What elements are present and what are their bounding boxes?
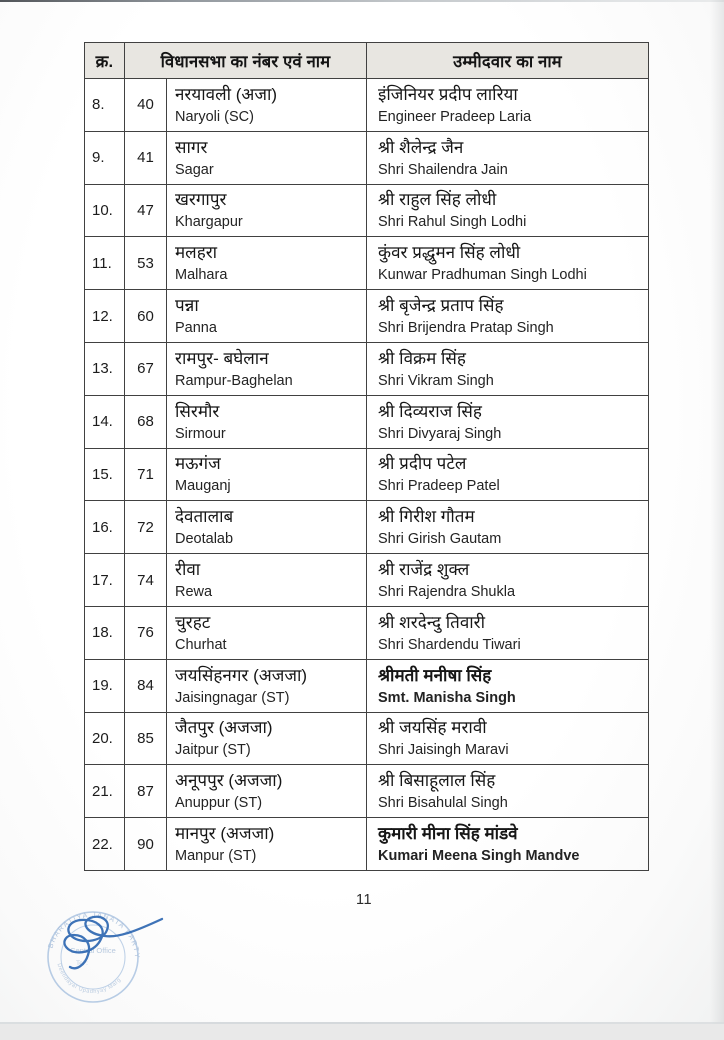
assembly-name-cell	[167, 395, 367, 448]
assembly-name-cell	[167, 237, 367, 290]
table-row	[85, 237, 649, 290]
table-row	[85, 79, 649, 132]
assembly-name-hindi: देवतालाब	[175, 507, 234, 527]
assembly-name-hindi: मऊगंज	[175, 454, 221, 474]
assembly-name-english: Khargapur	[175, 214, 243, 231]
assembly-name-cell	[167, 712, 367, 765]
assembly-name-english: Manpur (ST)	[175, 848, 257, 865]
assembly-name-cell	[167, 818, 367, 871]
table-row	[85, 501, 649, 554]
page-number: 11	[356, 892, 373, 908]
assembly-name-hindi: मानपुर (अजजा)	[175, 824, 275, 844]
assembly-name-cell	[167, 184, 367, 237]
candidate-name-hindi: इंजिनियर प्रदीप लारिया	[378, 84, 518, 104]
serial-cell: 15.	[85, 448, 125, 501]
candidate-name-english: Engineer Pradeep Laria	[378, 108, 532, 125]
assembly-name-cell	[167, 79, 367, 132]
candidate-name-english: Shri Rahul Singh Lodhi	[378, 214, 527, 231]
assembly-name-hindi: सिरमौर	[175, 401, 220, 421]
stamp-ring-bottom-text: Deendayal Upadhyay Marg	[55, 962, 123, 996]
assembly-number-cell: 74	[125, 554, 167, 607]
assembly-name-english: Deotalab	[175, 531, 234, 548]
assembly-name-hindi: सागर	[175, 137, 208, 157]
assembly-name-cell	[167, 554, 367, 607]
assembly-name-english: Rewa	[175, 584, 213, 601]
candidate-name-hindi: श्री बृजेन्द्र प्रताप सिंह	[378, 296, 504, 316]
assembly-number-cell: 53	[125, 237, 167, 290]
assembly-name-cell	[167, 131, 367, 184]
table-row	[85, 131, 649, 184]
assembly-name-english: Rampur-Baghelan	[175, 372, 293, 389]
candidate-name-cell	[367, 818, 649, 871]
assembly-number-cell: 85	[125, 712, 167, 765]
candidate-name-hindi: श्री प्रदीप पटेल	[378, 454, 467, 474]
serial-cell: 9.	[85, 131, 125, 184]
assembly-name-english: Jaitpur (ST)	[175, 742, 251, 759]
candidate-name-cell	[367, 290, 649, 343]
assembly-number-cell: 87	[125, 765, 167, 818]
candidate-name-hindi: श्री दिव्यराज सिंह	[378, 401, 482, 421]
candidate-name-english: Shri Pradeep Patel	[378, 478, 500, 495]
assembly-name-cell	[167, 448, 367, 501]
assembly-number-cell: 60	[125, 290, 167, 343]
stamp-office-text: Central Office	[70, 946, 116, 955]
header-serial: क्र.	[85, 43, 125, 79]
assembly-name-english: Naryoli (SC)	[175, 108, 254, 125]
assembly-name-cell	[167, 290, 367, 343]
assembly-name-hindi: नरयावली (अजा)	[175, 84, 278, 104]
table-row	[85, 290, 649, 343]
serial-cell: 10.	[85, 184, 125, 237]
assembly-name-english: Sagar	[175, 161, 214, 178]
assembly-name-english: Jaisingnagar (ST)	[175, 689, 290, 706]
assembly-number-cell: 67	[125, 342, 167, 395]
assembly-name-english: Anuppur (ST)	[175, 795, 263, 812]
assembly-number-cell: 84	[125, 659, 167, 712]
table-row	[85, 818, 649, 871]
candidate-name-hindi: श्री जयसिंह मरावी	[378, 718, 487, 738]
assembly-number-cell: 90	[125, 818, 167, 871]
header-assembly: विधानसभा का नंबर एवं नाम	[125, 43, 367, 79]
table-header	[85, 43, 649, 79]
serial-cell: 18.	[85, 606, 125, 659]
assembly-name-hindi: रीवा	[175, 560, 201, 580]
stamp-ring-top-text: BHARATIYA JANATA PARTY	[47, 911, 141, 960]
table-row	[85, 554, 649, 607]
assembly-number-cell: 47	[125, 184, 167, 237]
candidate-name-hindi: श्री शरदेन्दु तिवारी	[378, 612, 486, 632]
table-header-row	[85, 43, 649, 79]
assembly-name-hindi: जयसिंहनगर (अजजा)	[175, 665, 308, 685]
serial-cell: 21.	[85, 765, 125, 818]
candidate-name-cell	[367, 237, 649, 290]
candidate-name-english: Kunwar Pradhuman Singh Lodhi	[378, 267, 587, 284]
candidate-name-english: Shri Vikram Singh	[378, 372, 494, 389]
serial-cell: 19.	[85, 659, 125, 712]
candidate-name-hindi: कुमारी मीना सिंह मांडवे	[378, 824, 518, 844]
candidate-name-english: Shri Bisahulal Singh	[378, 795, 508, 812]
candidate-name-cell	[367, 342, 649, 395]
assembly-name-cell	[167, 501, 367, 554]
assembly-name-english: Panna	[175, 320, 217, 337]
serial-cell: 13.	[85, 342, 125, 395]
assembly-name-hindi: अनूपपुर (अजजा)	[175, 771, 283, 791]
candidate-name-english: Kumari Meena Singh Mandve	[378, 848, 580, 865]
candidate-name-cell	[367, 765, 649, 818]
assembly-name-hindi: मलहरा	[175, 243, 218, 263]
candidate-name-english: Shri Divyaraj Singh	[378, 425, 502, 442]
assembly-name-cell	[167, 659, 367, 712]
assembly-name-english: Malhara	[175, 267, 228, 284]
assembly-number-cell: 71	[125, 448, 167, 501]
assembly-name-cell	[167, 342, 367, 395]
stamp-tel-text: Tel :	[76, 960, 88, 967]
table-row	[85, 448, 649, 501]
candidate-name-cell	[367, 395, 649, 448]
candidate-name-hindi: कुंवर प्रद्धुमन सिंह लोधी	[378, 243, 521, 263]
assembly-name-cell	[167, 606, 367, 659]
assembly-name-hindi: पन्ना	[175, 296, 199, 316]
party-stamp	[20, 885, 250, 1040]
table-row	[85, 184, 649, 237]
candidate-table-body	[85, 79, 649, 871]
assembly-name-english: Mauganj	[175, 478, 231, 495]
serial-cell: 11.	[85, 237, 125, 290]
candidate-name-english: Shri Brijendra Pratap Singh	[378, 320, 554, 337]
assembly-name-hindi: जैतपुर (अजजा)	[175, 718, 273, 738]
candidate-name-english: Shri Shardendu Tiwari	[378, 636, 521, 653]
candidate-name-english: Shri Rajendra Shukla	[378, 584, 516, 601]
candidate-name-hindi: श्री बिसाहूलाल सिंह	[378, 771, 496, 791]
serial-cell: 22.	[85, 818, 125, 871]
assembly-number-cell: 76	[125, 606, 167, 659]
candidate-name-hindi: श्री विक्रम सिंह	[378, 348, 466, 368]
assembly-number-cell: 72	[125, 501, 167, 554]
candidate-name-cell	[367, 79, 649, 132]
candidate-name-english: Shri Jaisingh Maravi	[378, 742, 509, 759]
assembly-name-english: Churhat	[175, 636, 227, 653]
candidate-name-cell	[367, 659, 649, 712]
candidate-name-cell	[367, 606, 649, 659]
candidate-name-cell	[367, 712, 649, 765]
assembly-name-hindi: खरगापुर	[175, 190, 227, 210]
candidate-name-hindi: श्रीमती मनीषा सिंह	[378, 665, 492, 685]
assembly-name-cell	[167, 765, 367, 818]
table-row	[85, 712, 649, 765]
candidate-table	[84, 42, 649, 871]
candidate-name-cell	[367, 184, 649, 237]
header-candidate: उम्मीदवार का नाम	[367, 43, 649, 79]
candidate-name-cell	[367, 554, 649, 607]
assembly-name-english: Sirmour	[175, 425, 226, 442]
table-row	[85, 606, 649, 659]
table-row	[85, 659, 649, 712]
serial-cell: 12.	[85, 290, 125, 343]
svg-text:Deendayal Upadhyay Marg	[56, 963, 123, 995]
candidate-name-hindi: श्री शैलेन्द्र जैन	[378, 137, 464, 157]
candidate-name-cell	[367, 501, 649, 554]
scan-artifact-right	[710, 0, 724, 1024]
serial-cell: 14.	[85, 395, 125, 448]
table-row	[85, 342, 649, 395]
assembly-number-cell: 40	[125, 79, 167, 132]
party-stamp-graphic	[20, 885, 250, 1035]
serial-cell: 20.	[85, 712, 125, 765]
serial-cell: 17.	[85, 554, 125, 607]
assembly-number-cell: 68	[125, 395, 167, 448]
serial-cell: 16.	[85, 501, 125, 554]
table-row	[85, 395, 649, 448]
candidate-name-hindi: श्री गिरीश गौतम	[378, 507, 475, 527]
candidate-name-hindi: श्री राजेंद्र शुक्ल	[378, 560, 470, 580]
assembly-name-hindi: रामपुर- बघेलान	[175, 348, 269, 368]
candidate-name-english: Shri Girish Gautam	[378, 531, 502, 548]
candidate-name-cell	[367, 131, 649, 184]
scan-artifact-top	[0, 0, 724, 2]
table-row	[85, 765, 649, 818]
candidate-name-cell	[367, 448, 649, 501]
candidate-name-english: Smt. Manisha Singh	[378, 689, 516, 706]
assembly-number-cell: 41	[125, 131, 167, 184]
candidate-name-hindi: श्री राहुल सिंह लोधी	[378, 190, 497, 210]
assembly-name-hindi: चुरहट	[175, 612, 211, 632]
candidate-name-english: Shri Shailendra Jain	[378, 161, 508, 178]
serial-cell: 8.	[85, 79, 125, 132]
